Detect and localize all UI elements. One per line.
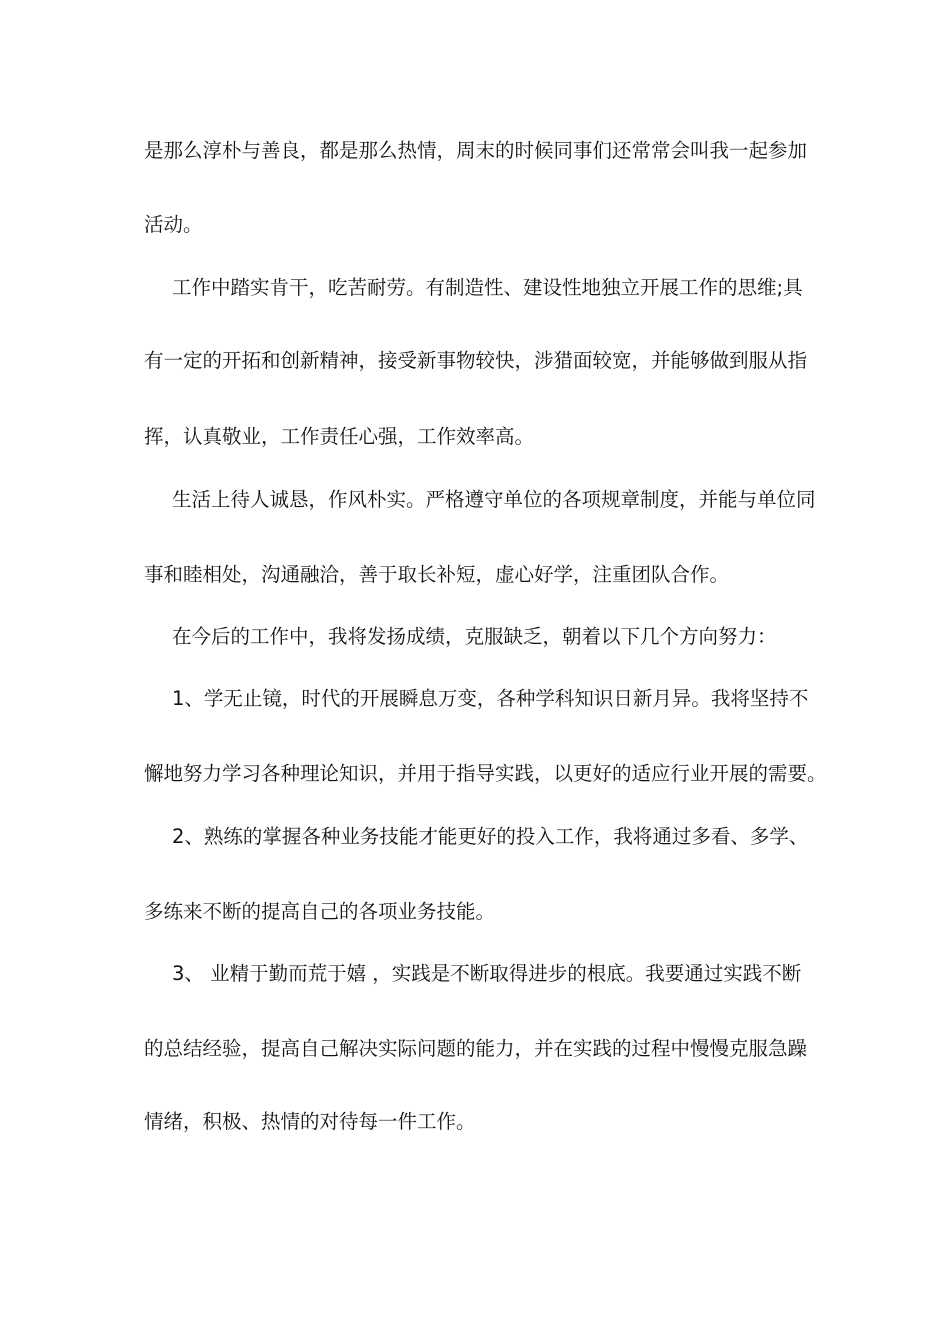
text-line-4: 有一定的开拓和创新精神，接受新事物较快，涉猎面较宽，并能够做到服从指 <box>144 349 808 372</box>
text-line-3: 工作中踏实肯干，吃苦耐劳。有制造性、建设性地独立开展工作的思维;具 <box>172 276 803 299</box>
text-line-5: 挥，认真敬业，工作责任心强，工作效率高。 <box>144 425 535 448</box>
text-line-1: 是那么淳朴与善良，都是那么热情，周末的时候同事们还常常会叫我一起参加 <box>144 139 808 162</box>
text-line-8: 在今后的工作中，我将发扬成绩，克服缺乏，朝着以下几个方向努力： <box>172 625 777 648</box>
text-line-12: 多练来不断的提高自己的各项业务技能。 <box>144 900 496 923</box>
text-line-10: 懈地努力学习各种理论知识，并用于指导实践，以更好的适应行业开展的需要。 <box>144 762 827 785</box>
text-line-6: 生活上待人诚恳，作风朴实。严格遵守单位的各项规章制度，并能与单位同 <box>172 488 816 511</box>
text-line-11: 2、熟练的掌握各种业务技能才能更好的投入工作，我将通过多看、多学、 <box>172 825 809 848</box>
text-line-2: 活动。 <box>144 213 203 236</box>
text-line-13: 3、 业精于勤而荒于嬉 ，实践是不断取得进步的根底。我要通过实践不断 <box>172 962 802 985</box>
text-line-15: 情绪，积极、热情的对待每一件工作。 <box>144 1110 476 1133</box>
text-line-14: 的总结经验，提高自己解决实际问题的能力，并在实践的过程中慢慢克服急躁 <box>144 1037 808 1060</box>
text-line-7: 事和睦相处，沟通融洽，善于取长补短，虚心好学，注重团队合作。 <box>144 563 730 586</box>
text-line-9: 1、学无止镜，时代的开展瞬息万变，各种学科知识日新月异。我将坚持不 <box>172 687 809 710</box>
